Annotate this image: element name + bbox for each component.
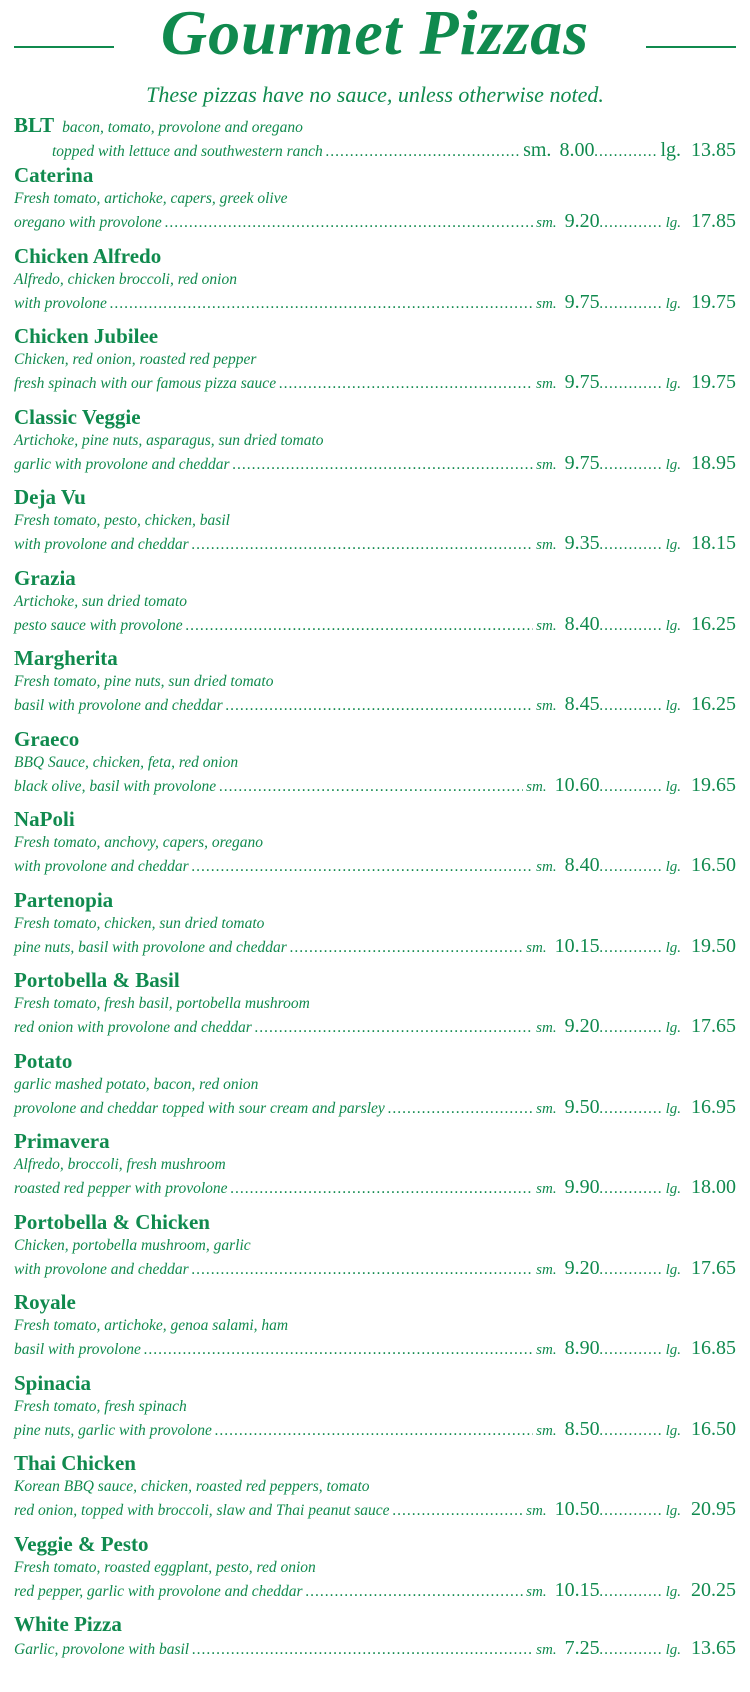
- pizza-description: garlic mashed potato, bacon, red onion: [14, 1075, 259, 1093]
- pizza-description: Alfredo, broccoli, fresh mushroom: [14, 1156, 226, 1173]
- small-price: 9.20: [564, 1256, 600, 1279]
- menu-item: [14, 112, 736, 162]
- large-size-label: lg.: [665, 1422, 681, 1439]
- large-price: 16.95: [691, 1095, 736, 1118]
- pizza-description: Artichoke, pine nuts, asparagus, sun dried tomato: [14, 431, 324, 449]
- pizza-description: Fresh tomato, artichoke, genoa salami, ham: [14, 1317, 289, 1334]
- dot-leader: [594, 141, 656, 163]
- pizza-description-continued: pine nuts, garlic with provolone: [14, 1421, 212, 1439]
- page-subtitle: These pizzas have no sauce, unless otherwise noted.: [146, 82, 604, 107]
- price-line: [14, 291, 736, 315]
- menu-item: [14, 1128, 736, 1209]
- pizza-description-continued: basil with provolone and cheddar: [14, 697, 223, 714]
- dot-leader: [600, 373, 662, 395]
- large-size-label: lg.: [665, 859, 681, 875]
- small-price: 7.25: [564, 1637, 600, 1659]
- large-size-label: lg.: [665, 456, 681, 473]
- large-size-label: lg.: [665, 1503, 681, 1519]
- menu-item: [14, 1531, 736, 1612]
- price-line: [14, 935, 736, 959]
- large-price: 19.75: [691, 371, 736, 393]
- price-line: [14, 1015, 736, 1039]
- price-line: [14, 1579, 736, 1603]
- large-size-label: lg.: [665, 1181, 681, 1197]
- large-price: 16.50: [691, 1417, 736, 1440]
- pizza-description: Fresh tomato, fresh basil, portobella mushroom: [14, 995, 310, 1012]
- dot-leader: [219, 776, 523, 798]
- small-price: 9.75: [564, 451, 600, 474]
- large-size-label: lg.: [660, 139, 681, 161]
- small-size-label: sm.: [536, 1422, 557, 1439]
- pizza-description-continued: red onion, topped with broccoli, slaw and Thai peanut sauce: [14, 1502, 390, 1519]
- small-size-label: sm.: [526, 778, 547, 795]
- dot-leader: [600, 212, 662, 234]
- small-price: 8.40: [564, 612, 600, 635]
- price-line: [14, 613, 736, 637]
- small-size-label: sm.: [526, 1583, 547, 1600]
- pizza-description-continued: fresh spinach with our famous pizza sauce: [14, 375, 277, 392]
- large-price: 17.85: [691, 210, 736, 232]
- large-size-label: lg.: [665, 1261, 681, 1278]
- dot-leader: [388, 1098, 533, 1120]
- dot-leader: [186, 615, 534, 637]
- price-line: [14, 1418, 736, 1442]
- menu-item: [14, 162, 736, 243]
- dot-leader: [600, 1420, 662, 1442]
- dot-leader: [326, 141, 520, 163]
- pizza-description-continued: garlic with provolone and cheddar: [14, 455, 230, 473]
- dot-leader: [600, 776, 662, 798]
- large-price: 16.85: [691, 1337, 736, 1359]
- menu-item: [14, 323, 736, 404]
- pizza-description-continued: topped with lettuce and southwestern ranch: [52, 143, 323, 160]
- price-line: [14, 452, 736, 476]
- menu-item: [14, 484, 736, 565]
- dot-leader: [600, 1259, 662, 1281]
- small-price: 8.00: [559, 139, 595, 161]
- large-price: 19.75: [691, 290, 736, 313]
- pizza-name: BLT: [14, 113, 55, 137]
- small-size-label: sm.: [536, 698, 557, 714]
- menu-item: [14, 404, 736, 485]
- menu-item: [14, 1370, 736, 1451]
- pizza-description-continued: pine nuts, basil with provolone and cheddar: [14, 938, 287, 956]
- pizza-description-continued: provolone and cheddar topped with sour cream and parsley: [14, 1099, 385, 1117]
- menu-item: [14, 1048, 736, 1129]
- large-size-label: lg.: [665, 376, 681, 392]
- price-line: [14, 532, 736, 556]
- pizza-name: Graeco: [14, 726, 80, 751]
- pizza-name: Chicken Alfredo: [14, 243, 162, 268]
- dot-leader: [233, 454, 534, 476]
- dot-leader: [279, 373, 533, 395]
- dot-leader: [600, 615, 662, 637]
- pizza-description: Artichoke, sun dried tomato: [14, 592, 188, 610]
- pizza-description: Chicken, portobella mushroom, garlic: [14, 1236, 251, 1254]
- dot-leader: [226, 695, 533, 717]
- pizza-name: Veggie & Pesto: [14, 1531, 149, 1556]
- menu-item: [14, 967, 736, 1048]
- dot-leader: [600, 1581, 662, 1603]
- dot-leader: [600, 937, 662, 959]
- small-price: 8.90: [564, 1337, 600, 1359]
- large-size-label: lg.: [665, 1642, 681, 1658]
- price-line: [14, 1257, 736, 1281]
- large-size-label: lg.: [665, 1342, 681, 1358]
- large-size-label: lg.: [665, 1020, 681, 1036]
- dot-leader: [192, 1639, 533, 1661]
- menu-item: [14, 243, 736, 324]
- pizza-description-continued: red onion with provolone and cheddar: [14, 1019, 252, 1036]
- pizza-name: Margherita: [14, 646, 118, 670]
- large-price: 17.65: [691, 1256, 736, 1279]
- pizza-description-continued: basil with provolone: [14, 1341, 141, 1358]
- small-size-label: sm.: [536, 1342, 557, 1358]
- dot-leader: [215, 1420, 533, 1442]
- price-line: [14, 1498, 736, 1522]
- dot-leader: [600, 1017, 662, 1039]
- large-price: 20.25: [691, 1578, 736, 1601]
- pizza-description: Fresh tomato, chicken, sun dried tomato: [14, 914, 265, 932]
- small-size-label: sm.: [536, 537, 557, 553]
- pizza-name: Primavera: [14, 1129, 110, 1153]
- large-price: 19.50: [691, 934, 736, 957]
- pizza-description: Fresh tomato, roasted eggplant, pesto, red onion: [14, 1558, 316, 1576]
- pizza-name: Chicken Jubilee: [14, 324, 159, 348]
- menu-item: [14, 806, 736, 887]
- pizza-name: Portobella & Basil: [14, 968, 180, 992]
- large-price: 16.25: [691, 693, 736, 715]
- pizza-description-continued: with provolone and cheddar: [14, 1260, 189, 1278]
- large-size-label: lg.: [665, 617, 681, 634]
- dot-leader: [600, 1098, 662, 1120]
- large-price: 16.25: [691, 612, 736, 635]
- pizza-description-continued: Garlic, provolone with basil: [14, 1641, 190, 1658]
- pizza-description-continued: with provolone: [14, 294, 107, 312]
- large-price: 13.85: [691, 139, 736, 161]
- small-price: 10.50: [554, 1498, 600, 1520]
- pizza-description: Alfredo, chicken broccoli, red onion: [14, 270, 237, 288]
- price-line: [14, 139, 736, 163]
- large-size-label: lg.: [665, 939, 681, 956]
- large-size-label: lg.: [665, 215, 681, 231]
- dot-leader: [600, 293, 662, 315]
- pizza-description: BBQ Sauce, chicken, feta, red onion: [14, 753, 239, 771]
- dot-leader: [165, 212, 533, 234]
- small-price: 9.50: [564, 1095, 600, 1118]
- pizza-description: Fresh tomato, fresh spinach: [14, 1397, 187, 1415]
- price-line: [14, 854, 736, 878]
- header-rule-left: [14, 46, 114, 48]
- pizza-name: Thai Chicken: [14, 1451, 136, 1475]
- pizza-name: Potato: [14, 1048, 73, 1073]
- price-line: [14, 774, 736, 798]
- large-price: 13.65: [691, 1637, 736, 1659]
- dot-leader: [231, 1178, 534, 1200]
- pizza-description: bacon, tomato, provolone and oregano: [62, 119, 303, 136]
- pizza-description: Korean BBQ sauce, chicken, roasted red peppers, tomato: [14, 1478, 370, 1495]
- small-size-label: sm.: [536, 1261, 557, 1278]
- dot-leader: [600, 1500, 662, 1522]
- pizza-name: Partenopia: [14, 887, 114, 912]
- small-price: 9.20: [564, 1015, 600, 1037]
- pizza-description-continued: with provolone and cheddar: [14, 536, 189, 553]
- price-line: [14, 1176, 736, 1200]
- price-line: [14, 1337, 736, 1361]
- small-size-label: sm.: [536, 859, 557, 875]
- small-price: 8.40: [564, 854, 600, 876]
- dot-leader: [600, 1639, 662, 1661]
- pizza-name: Classic Veggie: [14, 404, 141, 429]
- dot-leader: [192, 856, 534, 878]
- large-price: 18.00: [691, 1176, 736, 1198]
- menu-item: [14, 1611, 736, 1692]
- small-price: 9.90: [564, 1176, 600, 1198]
- large-size-label: lg.: [665, 1100, 681, 1117]
- dot-leader: [192, 534, 534, 556]
- small-price: 9.75: [564, 371, 600, 393]
- menu-item: [14, 645, 736, 726]
- small-size-label: sm.: [536, 295, 557, 312]
- large-size-label: lg.: [665, 537, 681, 553]
- small-size-label: sm.: [536, 1100, 557, 1117]
- small-price: 8.50: [564, 1417, 600, 1440]
- dot-leader: [393, 1500, 524, 1522]
- large-price: 17.65: [691, 1015, 736, 1037]
- pizza-description: Chicken, red onion, roasted red pepper: [14, 351, 257, 368]
- dot-leader: [600, 454, 662, 476]
- pizza-description-continued: red pepper, garlic with provolone and cheddar: [14, 1582, 303, 1600]
- dot-leader: [255, 1017, 533, 1039]
- pizza-name: White Pizza: [14, 1612, 122, 1636]
- large-size-label: lg.: [665, 295, 681, 312]
- large-size-label: lg.: [665, 698, 681, 714]
- pizza-description-continued: roasted red pepper with provolone: [14, 1180, 228, 1197]
- pizza-name: Deja Vu: [14, 485, 86, 509]
- pizza-description-continued: black olive, basil with provolone: [14, 777, 217, 795]
- small-price: 10.60: [554, 773, 600, 796]
- small-size-label: sm.: [536, 215, 557, 231]
- pizza-description-continued: oregano with provolone: [14, 214, 162, 231]
- dot-leader: [600, 534, 662, 556]
- small-size-label: sm.: [536, 617, 557, 634]
- pizza-description: Fresh tomato, pesto, chicken, basil: [14, 512, 230, 529]
- dot-leader: [600, 1178, 662, 1200]
- pizza-name: Grazia: [14, 565, 76, 590]
- pizza-name: Spinacia: [14, 1370, 92, 1395]
- small-price: 9.20: [564, 210, 600, 232]
- small-size-label: sm.: [526, 939, 547, 956]
- small-size-label: sm.: [536, 456, 557, 473]
- pizza-description: Fresh tomato, anchovy, capers, oregano: [14, 834, 263, 851]
- small-price: 10.15: [554, 934, 600, 957]
- dot-leader: [306, 1581, 524, 1603]
- large-size-label: lg.: [665, 778, 681, 795]
- pizza-name: Royale: [14, 1290, 76, 1314]
- pizza-description-continued: with provolone and cheddar: [14, 858, 189, 875]
- dot-leader: [192, 1259, 534, 1281]
- small-size-label: sm.: [536, 1642, 557, 1658]
- small-price: 9.75: [564, 290, 600, 313]
- page-title: Gourmet Pizzas: [160, 0, 590, 68]
- pizza-description: Fresh tomato, pine nuts, sun dried tomato: [14, 673, 274, 690]
- large-price: 16.50: [691, 854, 736, 876]
- dot-leader: [110, 293, 533, 315]
- dot-leader: [600, 856, 662, 878]
- small-price: 10.15: [554, 1578, 600, 1601]
- large-size-label: lg.: [665, 1583, 681, 1600]
- price-line: [14, 210, 736, 234]
- header-rule-right: [646, 46, 736, 48]
- small-size-label: sm.: [536, 1181, 557, 1197]
- dot-leader: [600, 695, 662, 717]
- large-price: 18.15: [691, 532, 736, 554]
- menu-item: [14, 1289, 736, 1370]
- small-size-label: sm.: [536, 1020, 557, 1036]
- price-line: [14, 1096, 736, 1120]
- pizza-name: Portobella & Chicken: [14, 1209, 210, 1234]
- pizza-name: NaPoli: [14, 807, 75, 831]
- dot-leader: [144, 1339, 533, 1361]
- large-price: 19.65: [691, 773, 736, 796]
- dot-leader: [290, 937, 523, 959]
- price-line: [14, 693, 736, 717]
- pizza-name: Caterina: [14, 163, 94, 187]
- pizza-menu-list: [14, 112, 736, 1692]
- small-size-label: sm.: [526, 1503, 547, 1519]
- menu-item: [14, 565, 736, 646]
- menu-item: [14, 887, 736, 968]
- large-price: 18.95: [691, 451, 736, 474]
- price-line: [14, 1637, 736, 1661]
- menu-item: [14, 1450, 736, 1531]
- menu-item: [14, 726, 736, 807]
- small-price: 9.35: [564, 532, 600, 554]
- pizza-description-continued: pesto sauce with provolone: [14, 616, 183, 634]
- large-price: 20.95: [691, 1498, 736, 1520]
- menu-header: [0, 0, 750, 112]
- dot-leader: [600, 1339, 662, 1361]
- small-size-label: sm.: [536, 376, 557, 392]
- menu-item: [14, 1209, 736, 1290]
- price-line: [14, 371, 736, 395]
- small-price: 8.45: [564, 693, 600, 715]
- pizza-description: Fresh tomato, artichoke, capers, greek olive: [14, 190, 288, 207]
- small-size-label: sm.: [523, 139, 552, 161]
